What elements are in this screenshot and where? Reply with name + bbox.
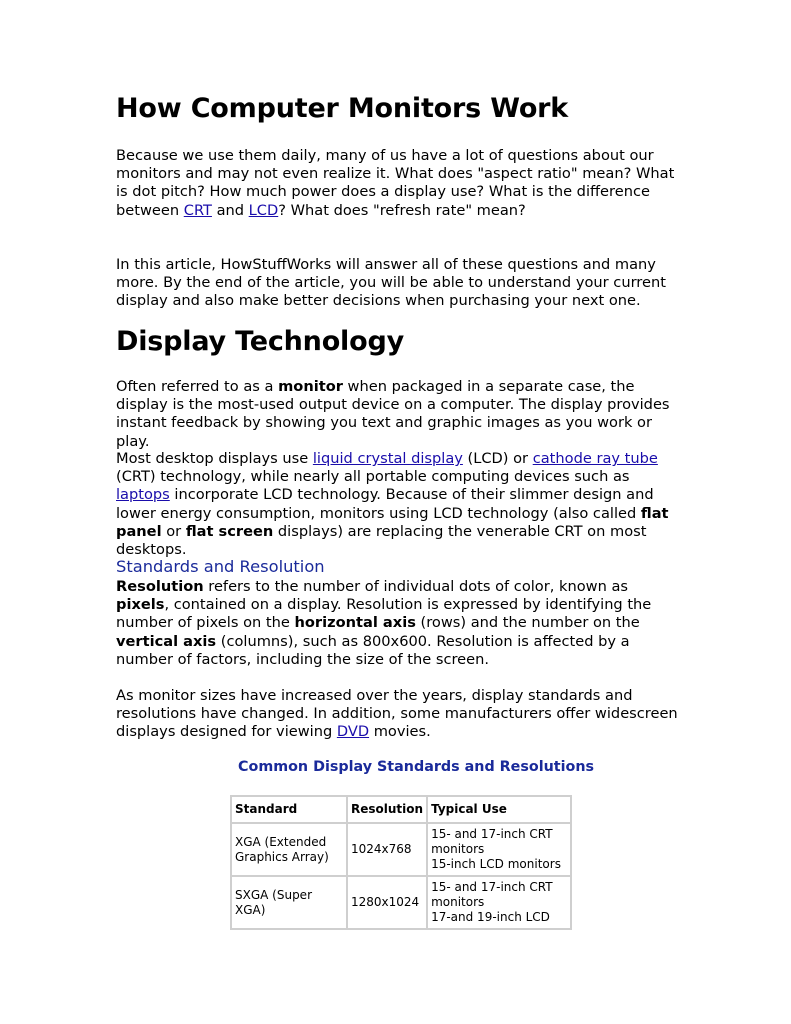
bold-term-pixels: pixels (116, 596, 165, 614)
column-header-resolution: Resolution (347, 796, 427, 823)
cell-typical-use (427, 876, 571, 929)
intro-text: In this article, HowStuffWorks will answer all of these questions and many more. By the end of the article, you will be able to understand your current display and also make better decisions when purchasing your next one. (116, 256, 666, 310)
subsection-text: movies. (369, 723, 431, 741)
typical-use-line: 15- and 17-inch CRT monitors (431, 827, 553, 856)
cell-resolution: 1024x768 (347, 823, 427, 876)
section-paragraph-2 (116, 450, 681, 559)
bold-term-monitor: monitor (278, 378, 343, 395)
subsection-paragraph-1 (116, 578, 681, 669)
section-heading-display-technology: Display Technology (116, 326, 404, 357)
typical-use-line: 15- and 17-inch CRT monitors (431, 880, 553, 909)
section-text: (LCD) or (462, 450, 533, 467)
section-paragraph-1 (116, 378, 681, 451)
lcd-link[interactable]: LCD (248, 201, 279, 219)
cell-standard: SXGA (Super XGA) (231, 876, 347, 929)
typical-use-line: 15-inch LCD monitors (431, 857, 561, 871)
intro-text: and (211, 201, 249, 219)
table-row (231, 823, 571, 876)
subsection-text: As monitor sizes have increased over the years, display standards and resolutions have changed. In addition, some manufacturers offer widescreen displays designed for viewing (116, 687, 678, 741)
section-text: Often referred to as a (116, 378, 279, 395)
typical-use-line: 17-and 19-inch LCD (431, 910, 550, 924)
bold-term-flat-panel: flat panel (116, 504, 669, 540)
table-caption: Common Display Standards and Resolutions (238, 759, 595, 775)
bold-term-resolution: Resolution (116, 578, 204, 595)
section-text: when packaged in a separate case, the display is the most-used output device on a computer. The display provides instant feedback by showing you text and graphic images as you work or play. (116, 378, 670, 450)
column-header-typical-use: Typical Use (427, 796, 571, 823)
section-text: incorporate LCD technology. Because of their slimmer design and lower energy consumption, monitors using LCD technology (also called (116, 486, 654, 522)
subsection-text: , contained on a display. Resolution is expressed by identifying the number of pixels on the (116, 596, 652, 632)
table-header-row (231, 796, 571, 823)
liquid-crystal-display-link[interactable]: liquid crystal display (312, 450, 463, 467)
intro-paragraph-1 (116, 147, 681, 220)
bold-term-horizontal-axis: horizontal axis (294, 614, 416, 632)
cell-standard: XGA (Extended Graphics Array) (231, 823, 347, 876)
subsection-text: refers to the number of individual dots of color, known as (203, 578, 629, 595)
cell-resolution: 1280x1024 (347, 876, 427, 929)
cell-typical-use (427, 823, 571, 876)
subsection-heading-standards: Standards and Resolution (116, 557, 325, 576)
section-text: or (161, 522, 186, 540)
bold-term-flat-screen: flat screen (185, 522, 274, 540)
cathode-ray-tube-link[interactable]: cathode ray tube (532, 450, 658, 467)
section-text: Most desktop displays use (116, 450, 313, 467)
section-text: (CRT) technology, while nearly all portable computing devices such as (116, 468, 630, 486)
table-row (231, 876, 571, 929)
laptops-link[interactable]: laptops (116, 486, 170, 504)
subsection-text: (columns), such as 800x600. Resolution is affected by a number of factors, including the size of the screen. (116, 632, 630, 668)
crt-link[interactable]: CRT (183, 201, 212, 219)
dvd-link[interactable]: DVD (336, 723, 370, 741)
subsection-text: (rows) and the number on the (415, 614, 640, 632)
intro-text: ? What does "refresh rate" mean? (278, 201, 526, 219)
column-header-standard: Standard (231, 796, 347, 823)
display-standards-table (230, 795, 572, 930)
intro-text: Because we use them daily, many of us have a lot of questions about our monitors and may not even realize it. What does "aspect ratio" mean? What is dot pitch? How much power does a display use? What is the difference between (116, 147, 675, 219)
intro-paragraph-2 (116, 256, 681, 311)
page-title: How Computer Monitors Work (116, 93, 569, 124)
bold-term-vertical-axis: vertical axis (116, 632, 217, 650)
section-text: displays) are replacing the venerable CRT on most desktops. (116, 522, 647, 559)
subsection-paragraph-2 (116, 687, 681, 742)
